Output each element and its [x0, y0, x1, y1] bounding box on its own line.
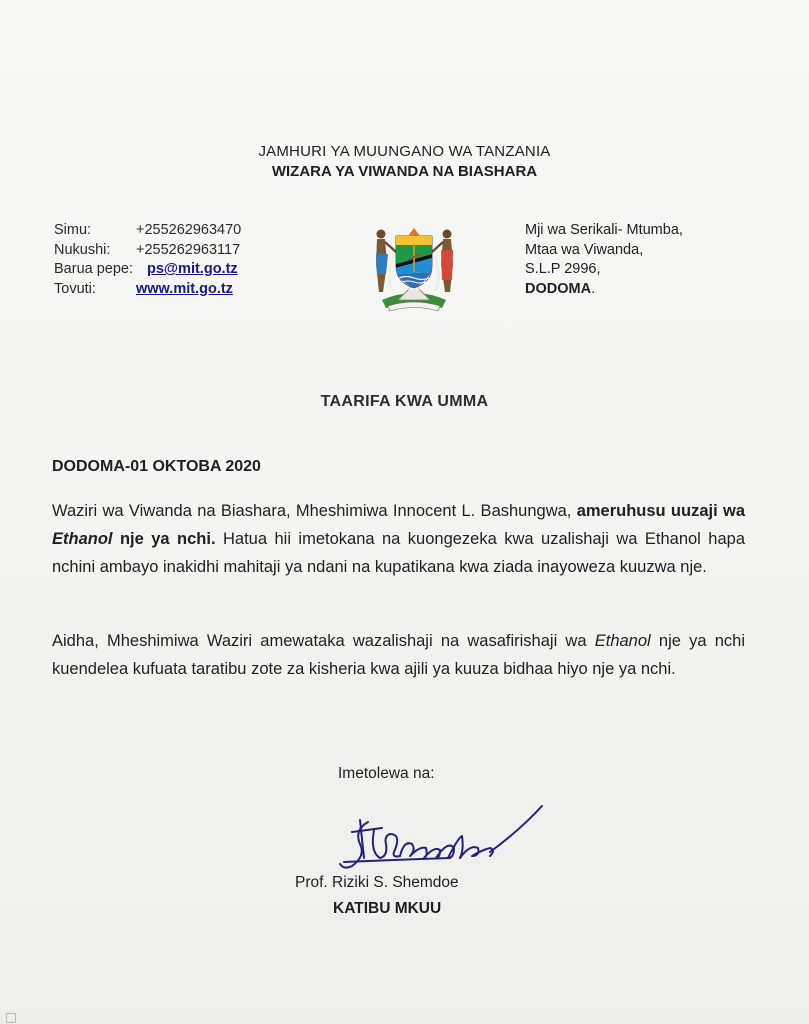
fax-row [54, 241, 241, 261]
address-city: DODOMA [525, 280, 592, 297]
footer-bar [0, 1010, 809, 1024]
p1-text-b: Hatua hii imetokana na kuongezeka kwa uzalishaji wa Ethanol hapa nchini ambayo inakidhi mahitaji ya ndani na kupatikana kwa ziada inayoweza kuuzwa nje. [52, 530, 745, 576]
phone-label: Simu: [54, 222, 92, 238]
address-line-2: Mtaa wa Viwanda, [525, 241, 644, 258]
p1-italic-ethanol: Ethanol [52, 530, 113, 548]
issued-by-label: Imetolewa na: [338, 765, 435, 782]
address-block [525, 221, 683, 299]
p2-italic-ethanol: Ethanol [594, 632, 651, 650]
address-line-1: Mji wa Serikali- Mtumba, [525, 222, 683, 238]
phone-row [54, 221, 241, 241]
contact-block [54, 221, 241, 299]
signature-image [330, 800, 555, 875]
coat-of-arms-icon [364, 214, 464, 314]
address-city-row [525, 280, 683, 300]
signer-name: Prof. Riziki S. Shemdoe [295, 874, 459, 891]
p2-text-b: nje ya nchi kuendelea kufuata taratibu zote za kisheria kwa ajili ya kuuza bidhaa hiyo nje ya nchi. [52, 632, 746, 678]
email-row [54, 260, 241, 280]
watermark-icon [6, 1013, 16, 1023]
ministry-heading: WIZARA YA VIWANDA NA BIASHARA [271, 163, 538, 180]
p1-bold-a: ameruhusu uuzaji wa [576, 502, 745, 520]
web-label: Tovuti: [54, 280, 96, 297]
country-heading: JAMHURI YA MUUNGANO WA TANZANIA [258, 143, 551, 160]
p2-text-a: Aidha, Mheshimiwa Waziri amewataka wazalishaji na wasafirishaji wa [52, 632, 595, 650]
fax-label: Nukushi: [54, 241, 111, 258]
p1-text-a: Waziri wa Viwanda na Biashara, Mheshimiwa Innocent L. Bashungwa, [52, 502, 577, 520]
p1-bold-b: nje ya nchi. [112, 530, 216, 548]
paragraph-1 [52, 497, 745, 581]
fax-value: +255262963117 [136, 241, 241, 258]
email-label: Barua pepe: [54, 261, 134, 277]
phone-value: +255262963470 [136, 222, 242, 238]
web-row [54, 280, 241, 300]
dateline: DODOMA-01 OKTOBA 2020 [52, 458, 261, 475]
address-city-suffix: . [591, 280, 596, 297]
email-link[interactable]: ps@mit.go.tz [147, 261, 238, 277]
website-link[interactable]: www.mit.go.tz [136, 280, 233, 297]
document-title: TAARIFA KWA UMMA [320, 393, 489, 410]
paragraph-2 [52, 627, 745, 683]
signer-title: KATIBU MKUU [333, 900, 442, 917]
address-line-3: S.L.P 2996, [525, 261, 601, 277]
